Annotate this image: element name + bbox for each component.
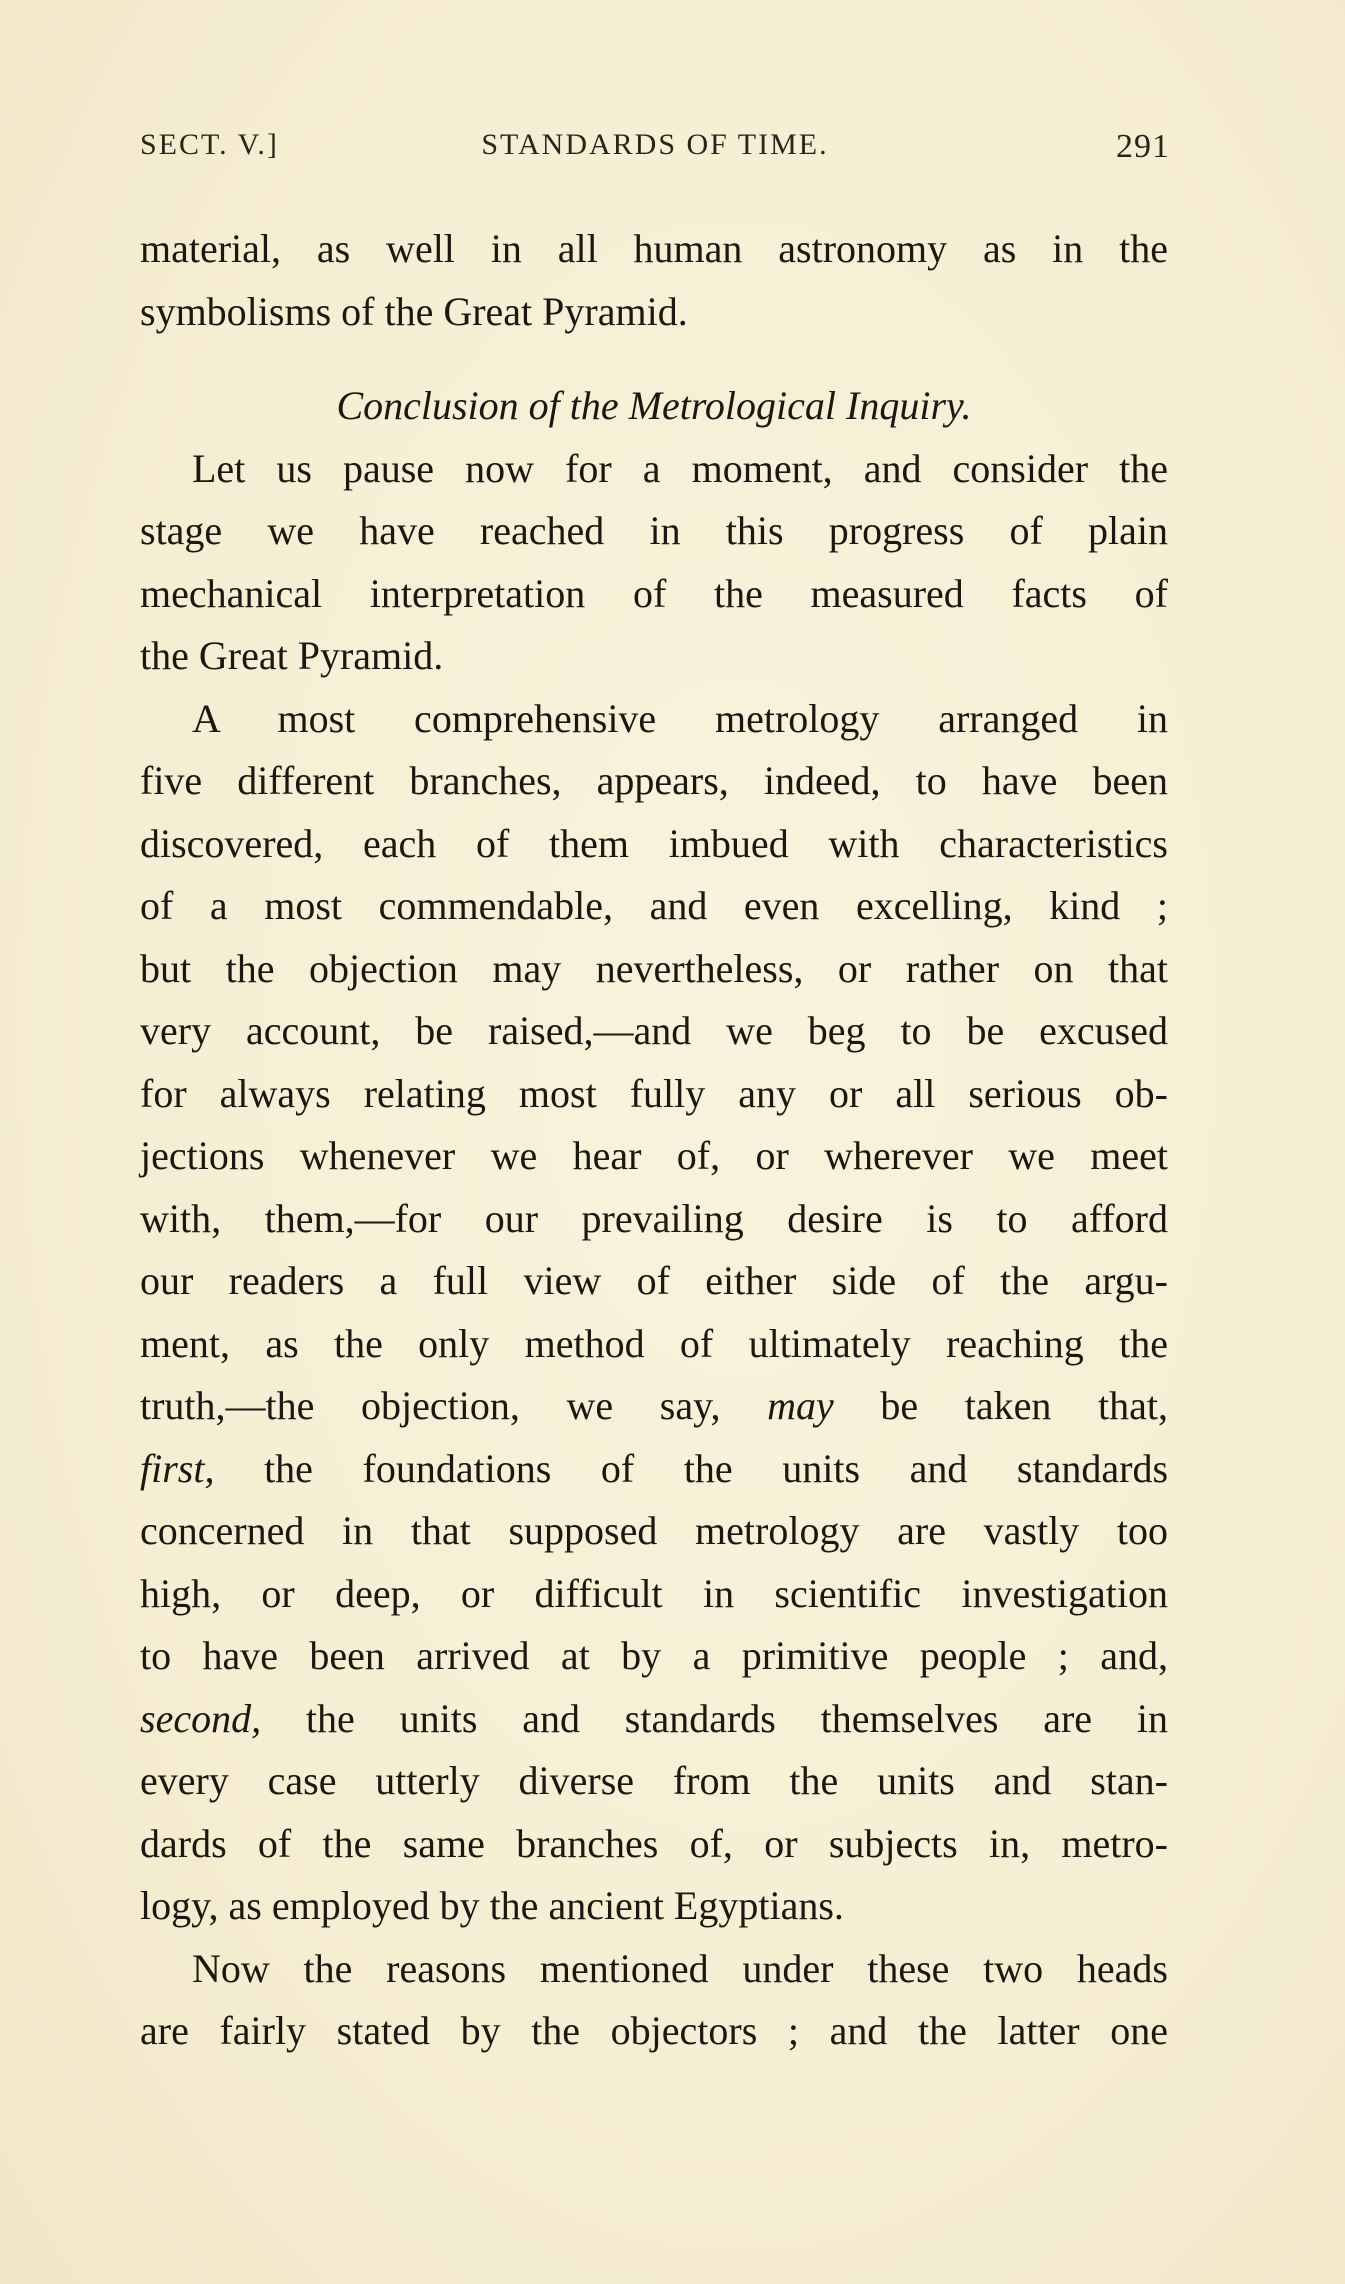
text-line: material, as well in all human astronomy as in the — [140, 226, 1168, 271]
text-line — [140, 1688, 1168, 1751]
text-line — [140, 1438, 1168, 1501]
text-line: logy, as employed by the ancient Egyptians. — [140, 1883, 844, 1928]
text-line: stage we have reached in this progress of plain — [140, 508, 1168, 553]
text-line: to have been arrived at by a primitive people ; and, — [140, 1633, 1168, 1678]
text-line: A most comprehensive metrology arranged in — [192, 695, 1168, 741]
text-line — [140, 1375, 1168, 1438]
page-number: 291 — [1116, 128, 1170, 165]
text-line: the Great Pyramid. — [140, 633, 444, 678]
text-line: ment, as the only method of ultimately reaching the — [140, 1320, 1168, 1366]
text-line: for always relating most fully any or all serious ob- — [140, 1070, 1168, 1116]
text-line: with, them,—for our prevailing desire is to afford — [140, 1195, 1168, 1241]
running-head — [140, 128, 1170, 178]
emphasis: second, — [140, 1695, 262, 1741]
text-line: Let us pause now for a moment, and consider the — [192, 445, 1168, 491]
text-line: high, or deep, or difficult in scientific investigation — [140, 1570, 1168, 1616]
text-fragment: truth,—the objection, we say, — [140, 1383, 721, 1428]
text-line: concerned in that supposed metrology are vastly too — [140, 1508, 1168, 1553]
text-fragment: the units and standards themselves are in — [305, 1695, 1168, 1741]
text-line: every case utterly diverse from the units and stan- — [140, 1758, 1168, 1803]
section-marker: SECT. V.] — [140, 128, 279, 161]
text-line: our readers a full view of either side of the argu- — [140, 1258, 1168, 1303]
emphasis: first, — [140, 1445, 215, 1491]
section-heading: Conclusion of the Metrological Inquiry. — [336, 383, 972, 428]
text-fragment: the foundations of the units and standards — [264, 1445, 1169, 1491]
text-line: Now the reasons mentioned under these two heads — [192, 1945, 1168, 1991]
text-line: mechanical interpretation of the measured facts of — [140, 570, 1168, 616]
text-fragment: be taken that, — [880, 1383, 1168, 1428]
text-line: dards of the same branches of, or subjects in, metro- — [140, 1820, 1168, 1866]
running-title: STANDARDS OF TIME. — [481, 128, 829, 161]
text-line: but the objection may nevertheless, or rather on that — [140, 945, 1168, 991]
text-line: jections whenever we hear of, or wherever we meet — [140, 1133, 1168, 1178]
text-line: five different branches, appears, indeed, to have been — [140, 758, 1168, 803]
body-text — [140, 218, 1168, 2063]
text-line: very account, be raised,—and we beg to be excused — [140, 1008, 1168, 1053]
emphasis: may — [767, 1383, 834, 1428]
text-line: are fairly stated by the objectors ; and the latter one — [140, 2008, 1168, 2053]
text-line: of a most commendable, and even excelling, kind ; — [140, 883, 1168, 928]
text-line: discovered, each of them imbued with characteristics — [140, 820, 1168, 866]
text-line: symbolisms of the Great Pyramid. — [140, 288, 688, 334]
